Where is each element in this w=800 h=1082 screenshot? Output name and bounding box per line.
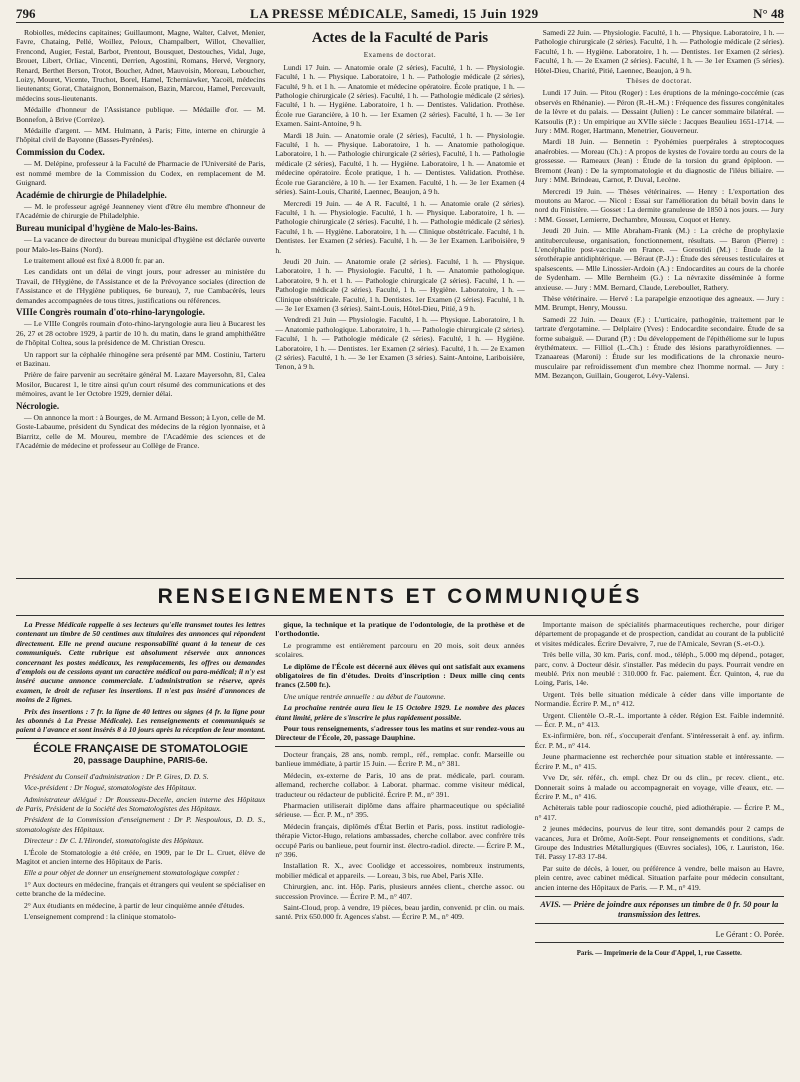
exams-subtitle: Examens de doctorat. [363, 51, 437, 60]
school-teaching-president: Président de la Commission d'enseignement : Dr P. Nespoulous, D. D. S., stomatologiste des Hôpitaux. [16, 815, 266, 834]
thesis-jeudi: Jeudi 20 Juin. — Mlle Abraham-Frank (M.) : La crèche de prophylaxie antituberculeuse, organisation, fonctionnement, résultats. — Baron (Pierre) : L'encéphalite post-vaccinale en France. — Gorostidi (M.) : Étude de la sérothérapie antidiphtérique. — Béraut (P.-J.) : Étude des séreuses testiculaires et spalsescents. — Mlle Linossier-Ardoin (A.) : Endocardites au cours de la chorée de Sydenham. — Mlle Bernheim (G.) : La névraxite disséminée à forme anxieuse. — Jury : MM. Bernard, Claude, Lereboullet, Rathery. [534, 226, 784, 292]
classified-ad: Ex-infirmière, bon. réf., s'occuperait d'enfant. S'intéresserait à enf. ay. infirm. Écr. P. M., n° 414. [534, 731, 784, 750]
classifieds-columns [16, 620, 784, 1076]
classified-ad: Achèterais table pour radioscopie couché, pied adiothérapie. — Écrire P. M., n° 417. [534, 803, 784, 822]
school-title: ÉCOLE FRANÇAISE DE STOMATOLOGIE [33, 742, 248, 755]
school-curriculum-cont: gique, la technique et la pratique de l'odontologie, de la prothèse et de l'orthodontie. [275, 620, 525, 639]
classified-ad: Vve Dr, sér. référ., ch. empl. chez Dr ou ds clin., pr recev. client., etc. Donnerait soins à malade ou accompagnerait en voyage, ville d'eaux, etc. — Écrire P. M., n° 416. [534, 773, 784, 801]
exam-vendredi: Vendredi 21 Juin — Physiologie. Faculté, 1 h. — Physique. Laboratoire, 1 h. — Anatomie pathologique. Laboratoire, 1 h. — Pathologie chirurgicale (2 séries). Faculté, 1 h. — Pathologie médicale (2 séries). Faculté, 1 h. — Hygiène. Laboratoire, 1 h. — Dentistes. 1er Examen (2 séries). Faculté, 1 h. — 2e Examen (2 séries). Faculté, 1 h. — 3e 1er Examen (3 séries). Saint-Antoine, Lariboisière, Tenon, à 9 h. [275, 315, 525, 372]
exam-mardi: Mardi 18 Juin. — Anatomie orale (2 séries), Faculté, 1 h. — Physiologie. Faculté, 1 h. — Physique. Laboratoire, 1 h. — Anatomie pathologique. Laboratoire, 1 h. — Pathologie chirurgicale (2 séries), Faculté, 1 h. — Pathologie médicale (2 séries), Faculté, 1 h. — Hygiène. Laboratoire, 1 h. — Anatomie et médecine opératoire. École pratique, 1 h. — Dentistes. Validation. Prothèse. École rue Garancière, à 10 h. — 1er Examen. Faculté, 1 h. — 3e 1er Examen (4 séries). Saint-Louis, Charité, Laennec, Beaujon, à 9 h. [275, 130, 525, 197]
divider [275, 746, 524, 747]
news-columns [16, 28, 784, 574]
malo-salary: Le traitement alloué est fixé à 8.000 fr. par an. [24, 255, 165, 265]
printer-imprint: Paris. — Imprimerie de la Cour d'Appel, 1, rue Cassette. [576, 950, 742, 958]
notice-intro: La Presse Médicale rappelle à ses lecteurs qu'elle transmet toutes les lettres contenant un timbre de 50 centimes aux titulaires des annonces qui répondent directement. Elle ne prend aucune responsabilité quant à la teneur de ces communiqués. Cette rubrique est absolument réservée aux annonces concernant les postes médicaux, les remplacements, les offres ou demandes d'emplois ou de cessions ayant un caractère médical ou para-médical; il n'y est inséré aucune annonce commerciale. L'administration se réserve, après examen, le droit de refuser les insertions. Il n'est pas inséré d'annonces de moins de 2 lignes. [16, 620, 266, 705]
congress-heading: VIIIe Congrès roumain d'oto-rhino-laryngologie. [16, 306, 205, 317]
classified-ad: 2 jeunes médecins, pourvus de leur titre, sont demandés pour 2 camps de vacances, Jura et Drôme, Août-Sept. Pour renseignements et conditions, s'adr. Groupe des Industries Métallurgiques (Œuvres sociales), 106, r. Lauriston, 16e. Tél. Passy 17-83 17-84. [534, 824, 784, 862]
malo-candidates: Les candidats ont un délai de vingt jours, pour adresser au ministère du Travail, de l'Hygiène, de l'Assistance et de la Prévoyance sociales (direction de l'Assistance et de l'Hygiène publiques, 6e bureau), 7, rue Cambacérès, leurs demandes accompagnées de tous titres, justifications ou références. [16, 267, 266, 305]
school-vice-president: Vice-président : Dr Nogué, stomatologiste des Hôpitaux. [24, 783, 197, 793]
thesis-mardi: Mardi 18 Juin. — Bennetin : Pyohémies puerpérales à streptocoques anaérobies. — Moreau (Ch.) : A propos de kystes de l'ovaire tordu au cours de la grossesse. — Rameaux (Jean) : Étude de la torsion du grand épiploon. — Bremont (Jean) : De la symptomatologie et du diagnostic de l'iléus biliaire. — Jury : MM. Brindeau, Carnot, P. Duval, Lecène. [534, 137, 784, 185]
codex-text: — M. Delépine, professeur à la Faculté de Pharmacie de l'Université de Paris, est nommé membre de la Commission du Codex, en remplacement de M. Guignard. [16, 159, 266, 188]
thesis-veterinary: Thèse vétérinaire. — Hervé : La parapelgie enzootique des agneaux. — Jury : MM. Brumpt, Henry, Moussu. [534, 293, 784, 313]
classified-ad: Urgent. Clientèle O.-R.-L. importante à céder. Région Est. Faible indemnité. — Écr. P. M., n° 413. [534, 710, 784, 730]
school-contact: Pour tous renseignements, s'adresser tous les matins et sur rendez-vous au Directeur de l'École, 20, passage Dauphine. [275, 724, 525, 743]
issue-number: N° 48 [753, 6, 784, 21]
school-purpose-2: 2° Aux étudiants en médecine, à partir de leur cinquième année d'études. [24, 900, 245, 910]
journal-title: LA PRESSE MÉDICALE, Samedi, 15 Juin 1929 [249, 6, 539, 21]
thesis-mercredi: Mercredi 19 Juin. — Thèses vétérinaires. — Henry : L'exportation des moutons au Maroc. — Nicol : Essai sur l'amélioration du bétail bovin dans le nord du Finistère. — Gosset : La dermite granuleuse de 1850 à nos jours. — Jury : MM. Gosset, Lemierre, Dechambre, Moussu, Coquot et Henry. [534, 186, 784, 224]
malo-heading: Bureau municipal d'hygiène de Malo-les-Bains. [16, 222, 198, 233]
classified-ad: Installation R. X., avec Coolidge et accessoires, nombreux instruments, mobilier médical et appareils. — Loreau, 3 bis, rue Abel, Paris XIIe. [275, 861, 525, 880]
page-number: 796 [16, 6, 36, 21]
news-column-1 [16, 28, 265, 574]
necrology-heading: Nécrologie. [16, 400, 60, 411]
school-purpose: Elle a pour objet de donner un enseignement stomatologique complet : [24, 868, 240, 878]
classified-ad: Par suite de décès, à louer, ou préférence à vendre, belle maison au Havre, plein centre, avec cabinet médical. Situation parfaite pour médecin consultant, ancien interne des Hôpitaux de Paris. — P. M., n° 419. [534, 863, 784, 892]
divider [16, 738, 265, 739]
classifieds-column-1 [16, 620, 265, 1076]
classified-ad: Importante maison de spécialités pharmaceutiques recherche, pour diriger département de propagande et de prospection, candidat au courant de la publicité et visites médicales. Écrire Devaivre, 7, rue de l'Amicale, Sevran (S.-et-O.). [534, 620, 784, 648]
classifieds-column-2 [275, 620, 524, 1076]
school-director: Directeur : Dr C. L'Hirondel, stomatologiste des Hôpitaux. [24, 836, 204, 846]
exam-samedi: Samedi 22 Juin. — Physiologie. Faculté, 1 h. — Physique. Laboratoire, 1 h. — Pathologie chirurgicale (2 séries). Faculté, 1 h. — Pathologie médicale (2 séries). Faculté, 1 h. — Hygiène. Laboratoire, 1 h. — Dentistes. 1er Examen (2 séries). Faculté, 1 h. — 2e Examen (2 séries). Faculté, 1 h. — 3e 1er Examen (5 séries). Hôtel-Dieu, Charité, Pitié, Laennec, Beaujon, à 9 h. [534, 28, 784, 75]
actes-title: Actes de la Faculté de Paris [311, 30, 489, 46]
classified-ad: Médecin, ex-externe de Paris, 10 ans de prat. médicale, parl. couram. allemand, recherche collabor. à Laborat. pharmac. comme visiteur médical, traducteur ou rédacteur de publicité. Écrire P. M., n° 391. [275, 770, 525, 799]
news-column-3 [535, 28, 784, 574]
school-president: Président du Conseil d'administration : Dr P. Gires, D. D. S. [24, 771, 209, 781]
news-column-2 [275, 28, 524, 574]
classified-ad: Chirurgien, anc. int. Hôp. Paris, plusieurs années client., cherche assoc. ou succession Province. — Écrire P. M., n° 407. [275, 882, 525, 901]
page-header [16, 4, 784, 23]
necrology-text: — On annonce la mort : à Bourges, de M. Armand Besson; à Lyon, celle de M. Goste-Labaume, président du Syndicat des médecins de la région lyonnaise, et à Biarritz, celle de M. Moureu, membre de l'Académie des sciences et de l'Académie de médecine et professeur au Collège de France. [16, 413, 266, 451]
school-administrator: Administrateur délégué : Dr Rousseau-Decelle, ancien interne des Hôpitaux de Paris, Président de la Société des Stomatologistes des Hôpitaux. [16, 794, 266, 813]
manager-signature: Le Gérant : O. Porée. [715, 929, 784, 939]
medal-silver: Médaille d'argent. — MM. Hulmann, à Paris; Fitte, interne en chirurgie à l'hôpital civil de Bayonne (Basses-Pyrénées). [16, 126, 266, 145]
avis-box: AVIS. — Prière de joindre aux réponses un timbre de 0 fr. 50 pour la transmission des lettres. [535, 896, 784, 924]
school-diploma: Le diplôme de l'École est décerné aux élèves qui ont satisfait aux examens obligatoires de fin d'études. Droits d'inscription : Deux mille cinq cents francs (2.500 fr.). [275, 661, 525, 690]
malo-text: — La vacance de directeur du bureau municipal d'hygiène est déclarée ouverte pour Malo-les-Bains (Nord). [16, 235, 266, 254]
classified-ad: Saint-Cloud, prop. à vendre, 19 pièces, beau jardin, convenid. pr clin. ou mais. santé. Prix 650.000 fr. Agences s'abst. — Écrire P. M., n° 409. [275, 902, 525, 922]
school-program: Le programme est entièrement parcouru en 20 mois, soit deux années scolaires. [275, 640, 525, 660]
congress-text: — Le VIIIe Congrès roumain d'oto-rhino-laryngologie aura lieu à Bucarest les 26, 27 et 28 octobre 1929, à partir de 10 h. du matin, dans le grand amphithéâtre de l'hôpital Coltea, sous la présidence de M. Christian Orescu. [16, 319, 266, 348]
school-history: L'École de Stomatologie a été créée, en 1909, par le Dr L. Cruet, élève de Magitot et ancien interne des Hôpitaux de Paris. [16, 847, 266, 866]
exam-mercredi: Mercredi 19 Juin. — 4e A R. Faculté, 1 h. — Anatomie orale (2 séries). Faculté, 1 h. — Physiologie. Faculté, 1 h. — Physique. Laboratoire, 1 h. — Pathologie chirurgicale (2 séries). Faculté, 1 h. — Pathologie médicale (2 séries). Faculté, 1 h. — Hygiène. Laboratoire, 1 h. — Clinique obstétricale. Faculté, 1 h. Dentistes. 1er Examen (2 séries). Faculté, 1 h. — 3e 1er Examen. Lariboisière, 9 h. [275, 198, 525, 255]
classified-ad: Médecin français, diplômés d'État Berlin et Paris, poss. institut radiologie-thérapie Victor-Hugo, relations ambassades, cherche collabor. avec confrère très occupé Paris ou banlieue, peut fournir inst. électro-radiol. directe. — Écrire P. M., n° 396. [275, 821, 525, 859]
school-next-rentree: La prochaine rentrée aura lieu le 15 Octobre 1929. Le nombre des places étant limité, prière de s'inscrire le plus rapidement possible. [275, 703, 525, 722]
divider [535, 942, 784, 943]
school-address: 20, passage Dauphine, PARIS-6e. [73, 755, 208, 766]
exam-jeudi: Jeudi 20 Juin. — Anatomie orale (2 séries). Faculté, 1 h. — Physique. Laboratoire, 1 h. — Physiologie. Faculté, 1 h. — Anatomie pathologique. Laboratoire, 9 h. et 1 h. — Pathologie chirurgicale (2 séries). Faculté, 1 h. — Pathologie médicale (2 séries). Faculté, 1 h. — Hygiène. Laboratoire, 1 h. — Clinique obstétricale. Faculté, 1 h. Dentistes. 1er Examen (2 séries). Faculté, 1 h. — 3e 1er Examen (3 séries). Saint-Louis, Hôtel-Dieu, Pitié, à 9 h. [275, 256, 525, 313]
notice-prices: Prix des insertions : 7 fr. la ligne de 40 lettres ou signes (4 fr. la ligne pour les abonnés à La Presse Médicale). Les renseignements et communiqués se paient à l'avance et sont insérés 8 à 10 jours après la réception de leur montant. [16, 706, 266, 735]
classified-ad: Docteur français, 28 ans, nomb. rempl., réf., remplac. confr. Marseille ou banlieue immédiate, à partir 15 Juin. — Écrire P. M., n° 381. [275, 749, 525, 769]
classified-ad: Jeune pharmacienne est recherchée pour situation stable et intéressante. — Écrire P. M., n° 415. [534, 752, 784, 771]
congress-report: Un rapport sur la céphalée rhinogène sera présenté par MM. Costiniu, Tarteru et Bazinau. [16, 349, 266, 368]
classifieds-column-3 [535, 620, 784, 1076]
thesis-samedi: Samedi 22 Juin. — Deaux (F.) : L'urticaire, pathogénie, traitement par le tartrate d'ergotamine. — Delplaire (Yves) : Endocardite secondaire. Étude de sa forme subaiguë. — Durand (P.) : Du développement de l'épithéliome sur le lupus érythémateux. — Filliol (L.-Ch.) : Étude des lésions parathyroïdiennes. — Tzanaareas (Maroni) : Étude sur les modifications de la chronaxie neuro-musculaire par refroidissement d'un membre chez l'homme normal. — Jury : MM. Bezançon, Guillain, Gougerot, Lévy-Valensi. [534, 314, 784, 381]
classified-ad: Très belle villa, 30 km. Paris, conf. mod., téléph., 5.000 mq dépend., potager, parc, conv. à Docteur désir. s'installer. Pas médecin du pays. Pourrait vendre en meublé. Prix non meublé : 310.000 fr. Fac. paiement. Écr. Quinton, 4, rue du Loing, Paris, 14e. [534, 650, 784, 688]
classified-ad: Urgent. Très belle situation médicale à céder dans ville importante de Normandie. Écrire P. M., n° 412. [534, 689, 784, 709]
congress-deadline: Prière de faire parvenir au secrétaire général M. Lazare Mayersohn, 81, Calea Mosilor, Bucarest 1, le titre ainsi qu'un court résumé des communications et des mémoires, avant le 1er Octobre 1929, dernier délai. [16, 370, 266, 399]
philadelphia-text: — M. le professeur agrégé Jeanneney vient d'être élu membre d'honneur de l'Académie de chirurgie de Philadelphie. [16, 201, 266, 221]
medal-gold: Médaille d'honneur de l'Assistance publique. — Médaille d'or. — M. Bonnefon, à Brive (Corrèze). [16, 105, 266, 124]
classified-ad: Pharmacien utiliserait diplôme dans affaire pharmaceutique ou spécialité sérieuse. — Écr. P. M., n° 395. [275, 800, 525, 820]
philadelphia-heading: Académie de chirurgie de Philadelphie. [16, 189, 167, 200]
school-purpose-1: 1° Aux docteurs en médecine, français et étrangers qui veulent se spécialiser en cette branche de la médecine. [16, 879, 266, 899]
thesis-lundi: Lundi 17 Juin. — Pitou (Roger) : Les éruptions de la méningo-coccémie (cas observés en Rhénanie). — Péron (R.-H.-M.) : Fréquence des fissures congénitales de la lèvre et du palais. — Dessaint (Julien) : Le cancer sommaire bilatéral. — Katsoulis (P.) : Un empirique au XVIIe siècle : Jacques Beaulieu 1651-1714. — Jury : MM. Roger, Hartmann, Menetrier, Gouverneur. [534, 88, 784, 136]
theses-subtitle: Thèses de doctorat. [626, 77, 693, 86]
school-curriculum: L'enseignement comprend : la clinique stomatolo- [24, 911, 177, 921]
exam-lundi: Lundi 17 Juin. — Anatomie orale (2 séries), Faculté, 1 h. — Physiologie. Faculté, 1 h. — Physique. Laboratoire, 1 h. — Pathologie médicale (2 séries), Faculté, 9 h. et 1 h. — Anatomie et médecine opératoire. École pratique, 1 h. — Pathologie chirurgicale (2 séries). Faculté, 1 h. — Pathologie médicale (2 séries). Faculté, 1 h. — Hygiène. Laboratoire, 1 h. — Dentistes. Validation. Prothèse. École rue Garancière, à 10 h. — 1er Examen (2 séries). Faculté, 1 h. — 3e 1er Examen. Saint-Antoine, 9 h. [275, 62, 525, 129]
codex-heading: Commission du Codex. [16, 146, 105, 157]
school-rentree: Une unique rentrée annuelle : au début de l'automne. [283, 691, 446, 701]
section-title: RENSEIGNEMENTS ET COMMUNIQUÉS [16, 578, 784, 616]
promotions-list: Robiolles, médecins capitaines; Guillaumont, Magne, Walter, Calvet, Menier, Favre, Chataing, Pellé, Woillez, Peloux, Champalbert, Willot, Chevallier, Frencond, Augier, Festal, Barbot, Prentout, Bousquet, Destouches, Vidal, Juge, Brouet, Libert, Orliac, Vincenti, Derrien, Agostini, Romans, Hervé, Vergnory, Renard, Berthet Berson, Trotot, Boucher, Adnet, Mauvoisin, Moreau, Leboucher, Loizy, Mouret, Vicente, Truchot, Borel, Hamel, Tcherniawker, Yacoël, médecins lieutenants; Gorat, Chataignon, Bonnemaison, Bazin, Marcou, Hamel, Percevault, médecins sous-lieutenants. [16, 28, 266, 103]
